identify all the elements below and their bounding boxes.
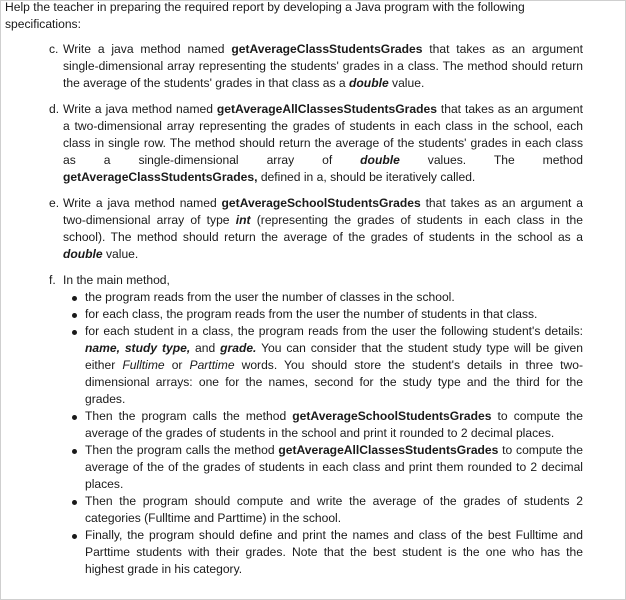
item-text: and <box>190 341 221 355</box>
item-text: that takes as an argument a two-dimensional array of type <box>63 196 584 227</box>
method-name: getAverageSchoolStudentsGrades <box>221 196 421 210</box>
item-text: You can consider that the student study type will be given either <box>85 341 584 372</box>
list-item: Then the program should compute and write the average of the grades of students 2 categories (Fulltime and Parttime) in the school. <box>63 493 583 527</box>
spec-item-d <box>5 101 583 186</box>
type-keyword: double <box>360 153 400 167</box>
item-text: that takes as an argument a two-dimensional array representing the grades of students in each class in the school, each class in single row. The method should return the average of the students' grades in each class as a single-dimensional array of <box>63 102 583 167</box>
item-text: value. <box>388 76 425 90</box>
spec-item-e <box>5 195 583 263</box>
item-marker: d. <box>49 102 60 116</box>
item-text: Write a java method named <box>63 102 217 116</box>
list-item <box>63 323 583 408</box>
list-item <box>63 408 583 442</box>
item-marker: f. <box>49 273 56 287</box>
item-text: defined in a, should be iteratively called. <box>257 170 476 184</box>
item-marker: c. <box>49 42 59 56</box>
method-name: getAverageClassStudentsGrades, <box>63 170 258 184</box>
spec-item-c <box>5 41 583 92</box>
item-text: to compute the average of the of the grades of students in each class and print them rounded to 2 decimal places. <box>85 443 583 491</box>
document-body <box>5 0 583 578</box>
list-item: Finally, the program should define and print the names and class of the best Fulltime and Parttime students with their grades. Note that the best student is the one who has the highest grade in his category. <box>63 527 583 578</box>
bullet-list <box>63 289 583 578</box>
item-text: Write a java method named <box>63 42 232 56</box>
spec-item-f <box>5 272 583 578</box>
item-text: Then the program calls the method <box>85 409 293 423</box>
method-name: getAverageSchoolStudentsGrades <box>292 409 492 423</box>
type-keyword: double <box>349 76 389 90</box>
method-name: getAverageAllClassesStudentsGrades <box>216 102 437 116</box>
field-names: name, study type, <box>85 341 191 355</box>
option-word: Parttime <box>189 358 235 372</box>
method-name: getAverageClassStudentsGrades <box>231 42 423 56</box>
item-text: value. <box>102 247 139 261</box>
item-intro: In the main method, <box>63 273 170 287</box>
item-text: (representing the grades of students in each class in the school). The method should return the average of the grades of students in the school as a <box>63 213 583 244</box>
item-text: or <box>164 358 190 372</box>
option-word: Fulltime <box>122 358 165 372</box>
item-text: to compute the average of the grades of students in the school and print it rounded to 2 decimal places. <box>85 409 583 440</box>
item-marker: e. <box>49 196 60 210</box>
item-text: for each student in a class, the program reads from the user the following student's details: <box>85 324 583 338</box>
field-name: grade. <box>220 341 257 355</box>
type-keyword: int <box>235 213 251 227</box>
item-text: that takes as an argument single-dimensional array representing the students' grades in a class. The method should return the average of the students' grades in that class as a <box>63 42 583 90</box>
list-item: the program reads from the user the number of classes in the school. <box>63 289 583 306</box>
item-text: Write a java method named <box>63 196 222 210</box>
type-keyword: double <box>63 247 103 261</box>
item-text: words. You should store the student's details in three two-dimensional arrays: one for the names, second for the study type and the third for the grades. <box>85 358 583 406</box>
item-text: values. The method <box>399 153 584 167</box>
list-item <box>63 442 583 493</box>
item-text: Then the program calls the method <box>85 443 279 457</box>
method-name: getAverageAllClassesStudentsGrades <box>278 443 499 457</box>
intro-paragraph: Help the teacher in preparing the required report by developing a Java program with the following specifications: <box>5 0 525 31</box>
list-item: for each class, the program reads from the user the number of students in that class. <box>63 306 583 323</box>
